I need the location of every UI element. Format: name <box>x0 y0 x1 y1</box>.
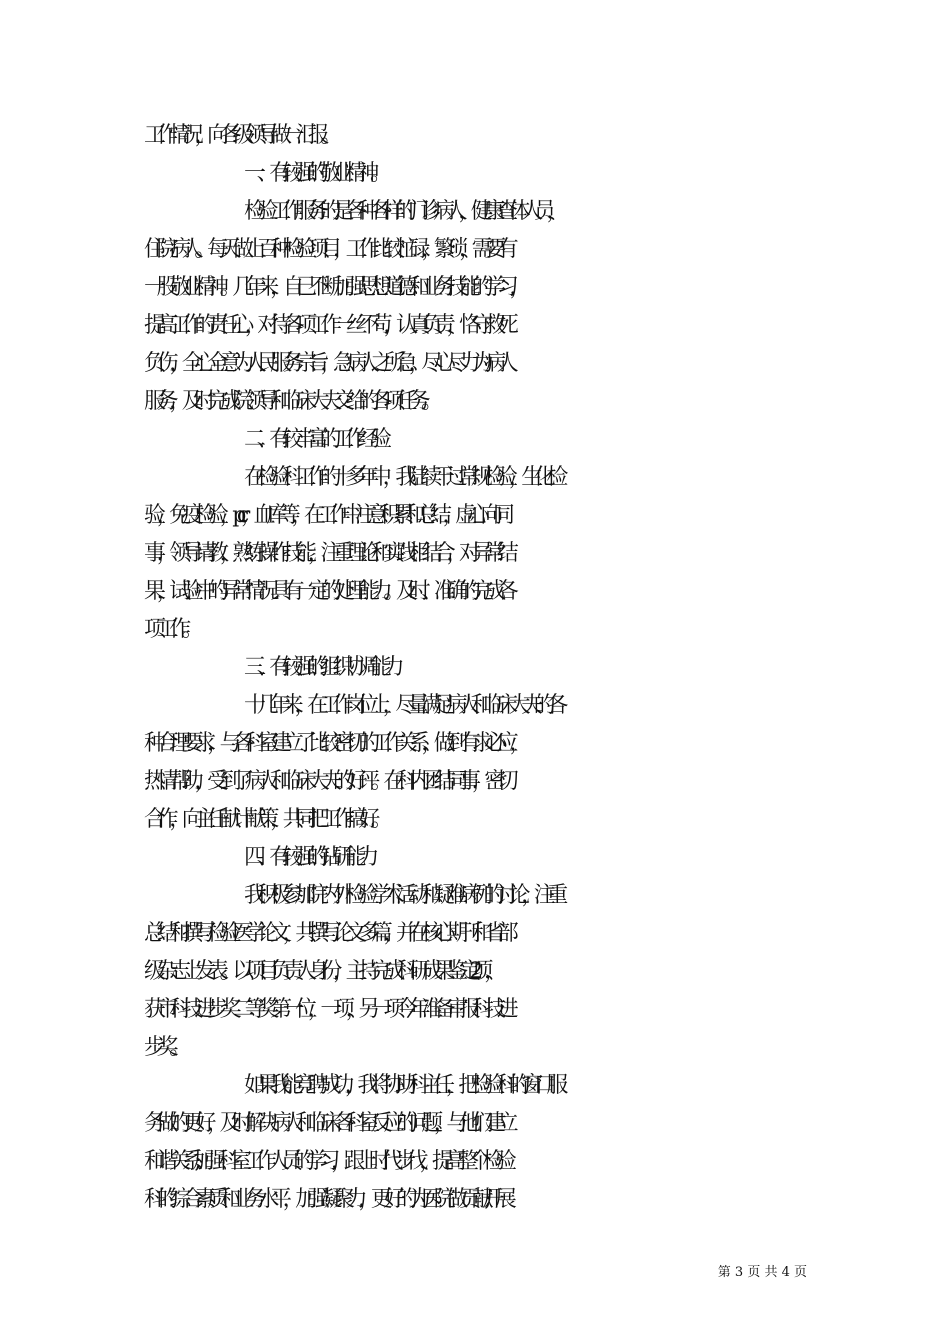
text-line: 住院病人。每天做上百种检验项目，工作比较忙碌，繁琐，需要有 <box>144 237 510 262</box>
text-line: 和谐关系;加强科室工作人员的学习，跟上时代步伐，提高整个检验 <box>144 1149 508 1174</box>
text-line: 总结和撰写检验医学论文，共撰写论文多篇，并在核心期刊和省部 <box>144 921 510 946</box>
text-line: 项工作。 <box>144 617 195 642</box>
section-heading: 二、有较丰富的工作经验 <box>244 427 383 452</box>
text-line: 我积极参加院内外检验学术活动和疑难病例的讨论，注重 <box>244 883 560 908</box>
text-line: 果，试验中的异常情况具有一定的处理能力。及时、准确的完成各 <box>144 579 510 604</box>
text-line: 热情帮助，受到了病人和临床大夫的好评。在科内团结同事，密切 <box>144 769 510 794</box>
text-line: 工作情况，向各级领导做一汇报。 <box>144 123 334 148</box>
text-line: 合作，向主任献计献策，共同把工作搞好。 <box>144 807 384 832</box>
text-line: 科的综合素质和业务水平，加强凝聚力，更好的为医院做贡献;开展 <box>144 1187 508 1212</box>
section-heading: 三、有较强的组织协调能力 <box>244 655 396 680</box>
section-heading: 四、有较强的钻研能力 <box>244 845 371 870</box>
text-line: 获市科技进步奖二等奖第一位，一项，另一项今年准备审报科技进 <box>144 997 510 1022</box>
text-line: 级杂志上发表。以项目负责人身份，主持完成科研成果鉴定 2 项， <box>144 959 497 984</box>
page-number: 第 3 页 共 4 页 <box>717 1265 807 1280</box>
text-line: 提高工作的责任心，对待各项工作一丝不苟，认真负责，恪守救死 <box>144 313 510 338</box>
text-line: 务做的更好，及时解决病人和临床各科室反应的问题，与他们建立 <box>144 1111 510 1136</box>
text-line: 种合理要求，与各科室建立了比较密切的工作关系，做到有求必应， <box>144 731 523 756</box>
text-line: 事，领导请教，熟练操作技能，注重理论和实践相结合，对异常结 <box>144 541 510 566</box>
text-line: 十几年来，在工作岗位上，尽量满足病人和临床大夫的各 <box>244 693 560 718</box>
section-heading: 一、有较强的敬业精神。 <box>244 161 383 186</box>
text-line: 检验工作服务的是各种各样的门诊病人，健康查体人员， <box>244 199 560 224</box>
text-line: 负伤，全心全意为人民服务宗旨，急病人之所急，尽心尽力为病人 <box>144 351 510 376</box>
text-line: 一股敬业精神。几年来，自己不断加强思想道德和业务技能的学习， <box>144 275 523 300</box>
text-line: 步奖。 <box>144 1035 182 1060</box>
text-line: 服务，及时完成院领导和临床大夫交给的各项任务。 <box>144 389 434 414</box>
text-line: 验，免疫检验，pcr，血库等，在工作中注意积累和总结，虚心向同 <box>144 503 506 528</box>
text-line: 如果我能竞聘成功，我将协助科主任，把检验科的窗口服 <box>244 1073 560 1098</box>
text-line: 在检验科工作的十多年中，我陆续干过常规检验，生化检 <box>244 465 560 490</box>
